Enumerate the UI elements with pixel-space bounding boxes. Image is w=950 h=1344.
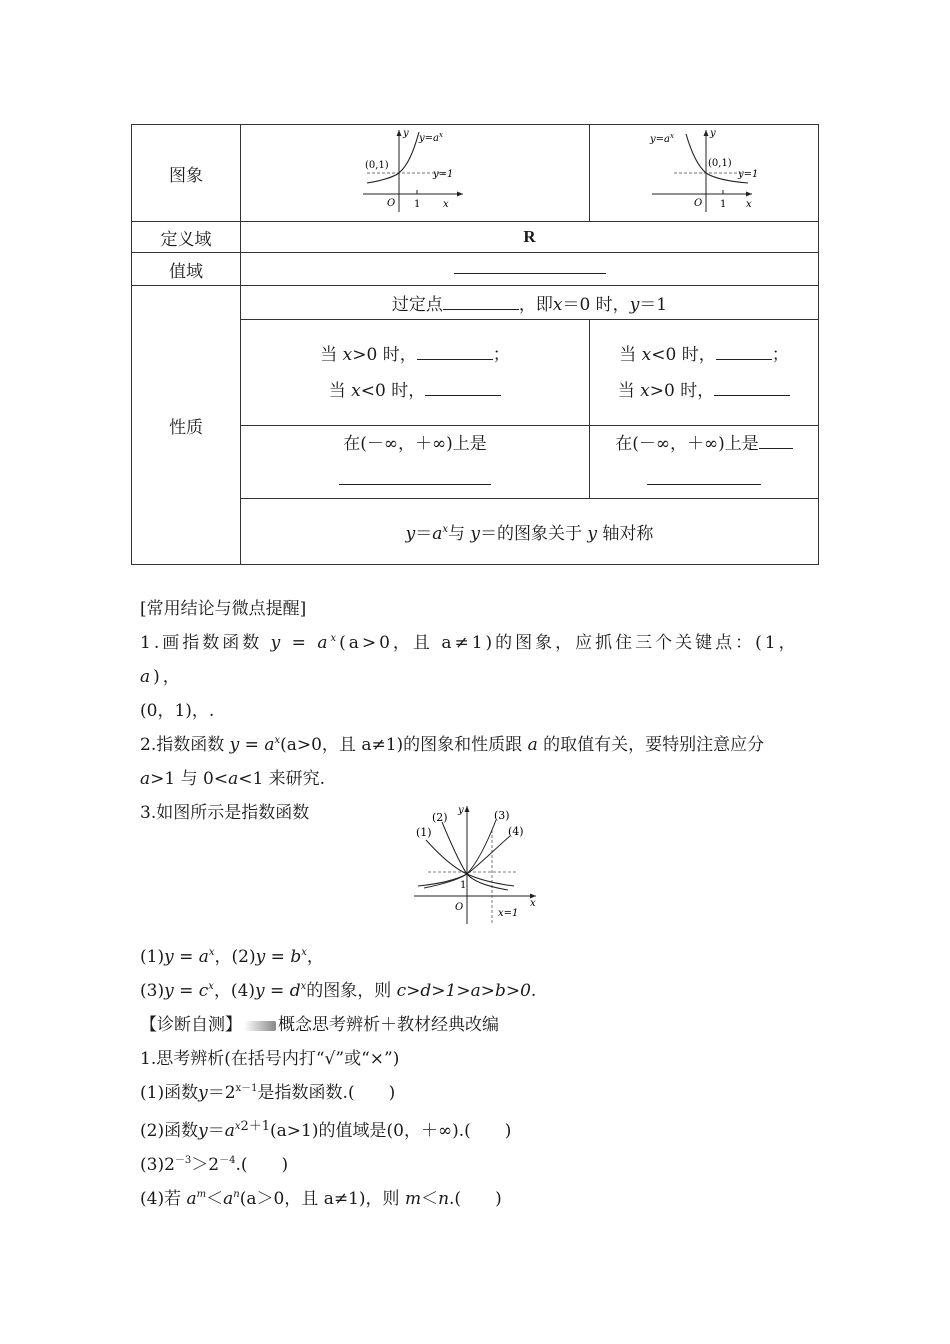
monotonic-left-cell [241,426,590,499]
fig-axis-x: x [530,898,536,909]
range-label: 值域 [132,253,241,286]
graph-left-one: 1 [414,198,421,210]
curve-2-label: (2) [432,811,448,824]
fig-origin: O [455,902,464,913]
graph-row [132,125,819,222]
arrow-icon [244,1021,276,1031]
monotonic-right-text: 在(－∞，＋∞)上是 [615,434,759,454]
fig-one: 1 [460,880,467,891]
diagnostic-section [140,1008,820,1216]
note-2-line-2: a>1 与 0<a<1 来研究. [140,769,326,789]
fig-x-eq-1: x=1 [498,908,519,919]
fixed-point-blank [443,308,519,310]
graph-right-func-label: $y=a^x$ [650,131,674,145]
sign-right-line-1: 当 x<0 时， ； [619,344,789,365]
domain-row [132,222,819,253]
question-4: (4)若 $a^m<a^n(a>0$，且 a≠1)，则 m＜n.( ) [140,1189,502,1209]
graph-a-gt-1 [355,126,475,216]
fig-axis-y: y [458,805,464,816]
domain-value: R [241,222,819,253]
graph-right-line-label: y=1 [738,168,759,180]
fixed-point-eq2: ＝1 [639,295,668,315]
props-fixed-row [132,286,819,320]
fixed-point-y: y [629,295,640,315]
fixed-point-eq1: ＝0 时， [562,295,630,315]
diag-intro: 1.思考辨析(在括号内打“√”或“×”) [140,1049,400,1069]
graph-right-axis-y: y [710,127,716,139]
note-2-line-1: 2.指数函数 $y = a^x(a>0$，且 a≠1)的图象和性质跟 a 的取值有关，要特别注意应分 [140,735,765,755]
sign-left-line-2: 当 x<0 时， [241,373,589,409]
curve-line-2: $(3)y = c^x$，$(4)y = d^x$的图象，则 c>d>1>a>b>0. [140,981,537,1001]
monotonic-right-blank [647,483,761,485]
monotonic-left-blank [339,483,491,485]
curve-3-label: (3) [494,809,510,822]
notes-title: [常用结论与微点提醒] [140,599,307,619]
graph-right-one: 1 [720,198,727,210]
range-cell [241,253,819,286]
properties-table [131,124,819,565]
domain-label: 定义域 [132,222,241,253]
four-curves-figure [408,800,543,926]
note-1-line-1: 1.画指数函数 $y = a^x(a>0$，且 a≠1)的图象，应抓住三个关键点：(1，a)， [140,633,799,687]
graph-left-line-label: y=1 [433,168,454,180]
sign-right-line-2: 当 x>0 时， [590,373,818,409]
question-1: (1)函数$y=2^{x-1}$是指数函数.( ) [140,1083,396,1103]
graph-right-point: (0,1) [708,157,732,169]
monotonic-left-text: 在(－∞，＋∞)上是 [343,434,487,454]
curve-line-1: $(1)y = a^x$，$(2)y = b^x$， [140,947,324,967]
graph-left-origin: O [387,197,396,209]
graph-right-axis-x: x [746,198,752,210]
graph-label: 图象 [132,125,241,222]
graph-left-axis-x: x [443,198,449,210]
question-3: $(3)2^{-3}>2^{-4}$.( ) [140,1155,289,1175]
graph-left-point: (0,1) [365,159,389,171]
graph-right-cell [590,125,819,222]
props-label: 性质 [132,286,241,565]
notes-section [140,592,820,830]
note-1-line-2: (0，1)，. [140,701,215,721]
note-3: 3.如图所示是指数函数 [140,803,310,823]
sign-right-cell [590,320,819,426]
fixed-point-x: x [552,295,563,315]
graph-left-axis-y: y [403,127,409,139]
symmetry-cell: $y=a^x$与 y＝的图象关于 y 轴对称 [241,499,819,565]
diag-title: 【诊断自测】 [140,1015,242,1035]
range-row [132,253,819,286]
diag-heading [140,1008,820,1042]
sign-left-line-1: 当 x>0 时， ； [320,344,510,365]
graph-right-origin: O [694,197,703,209]
curve-1-label: (1) [416,826,432,839]
fixed-point-prefix: 过定点 [391,295,443,315]
graph-left-cell [241,125,590,222]
curve-correspondence [140,940,820,1008]
monotonic-right-cell [590,426,819,499]
fixed-point-mid: ，即 [518,295,553,315]
range-blank [454,272,606,274]
graph-left-func-label: $y=a^x$ [419,130,443,144]
curve-4-label: (4) [508,825,524,838]
fixed-point-cell [241,286,819,320]
question-2: (2)函数$y=a^{x2+1}(a>1)$的值域是(0，＋∞).( ) [140,1119,512,1141]
graph-a-lt-1 [644,126,764,216]
sign-left-cell [241,320,590,426]
diag-subtitle: 概念思考辨析＋教材经典改编 [278,1015,499,1035]
